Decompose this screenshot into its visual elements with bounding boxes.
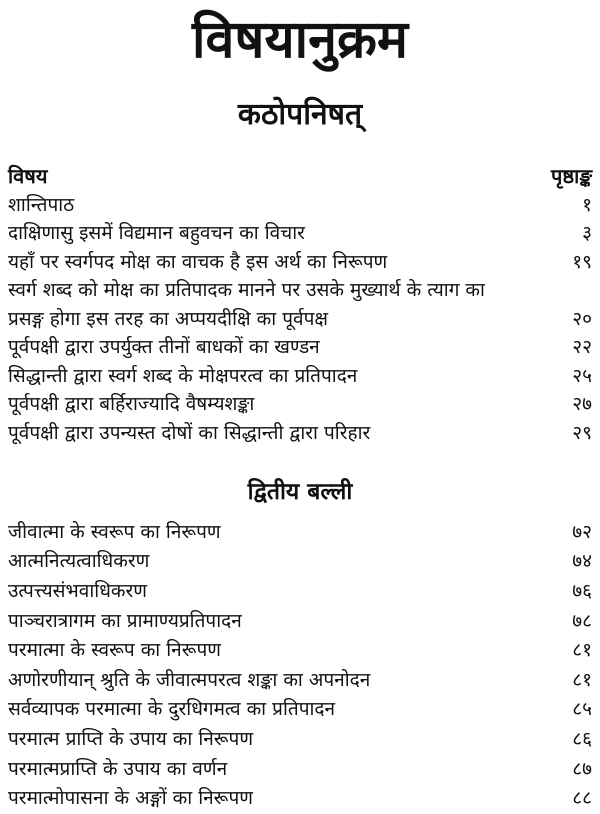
toc-entry	[8, 304, 592, 333]
toc-entry-page: ७२	[572, 520, 592, 543]
toc-entry-title: शान्तिपाठ	[8, 193, 75, 216]
toc-entry-page: ८७	[572, 757, 592, 780]
toc-entry	[8, 605, 592, 635]
toc-entry-page: ७६	[572, 579, 592, 602]
toc-entry	[8, 190, 592, 219]
section-heading-kathopanishat: कठोपनिषत्	[237, 97, 363, 132]
toc-entry	[8, 753, 592, 783]
toc-entry	[8, 516, 592, 546]
toc-entry-page: ७४	[572, 550, 592, 573]
toc-entry-page: १९	[572, 250, 592, 273]
toc-entry-page: २९	[572, 421, 592, 444]
toc-entry-title: पूर्वपक्षी द्वारा उपर्युक्त तीनों बाधकों का खण्डन	[8, 336, 320, 359]
toc-entry-page: ८६	[572, 727, 592, 750]
toc-entry-page: ८५	[572, 698, 592, 721]
toc-entry	[8, 694, 592, 724]
toc-entry-title: पाञ्चरात्रागम का प्रामाण्यप्रतिपादन	[8, 609, 242, 632]
toc-entry-title: परमात्मा के स्वरूप का निरूपण	[8, 639, 221, 662]
subject-column-header: विषय	[8, 163, 48, 188]
toc-header-row	[8, 161, 592, 190]
toc-entry	[8, 389, 592, 418]
toc-entry	[8, 782, 592, 812]
toc-entry-title: परमात्म प्राप्ति के उपाय का निरूपण	[8, 727, 254, 750]
toc-entry	[8, 332, 592, 361]
toc-entry	[8, 546, 592, 576]
toc-entry-page: २२	[572, 336, 592, 359]
toc-entry-page: २७	[572, 393, 592, 416]
toc-entry	[8, 723, 592, 753]
toc-entry-title: अणोरणीयान् श्रुति के जीवात्मपरत्व शङ्का का अपनोदन	[8, 668, 371, 691]
toc-entry	[8, 418, 592, 447]
toc-entry	[8, 275, 592, 304]
toc-entry-title: दाक्षिणासु इसमें विद्यमान बहुवचन का विचार	[8, 222, 305, 245]
toc-entry-page: ८१	[572, 639, 592, 662]
toc-section-1	[8, 161, 592, 446]
toc-entry-title: आत्मनित्यत्वाधिकरण	[8, 550, 150, 573]
toc-entry-title: सर्वव्यापक परमात्मा के दुरधिगमत्व का प्रतिपादन	[8, 698, 336, 721]
toc-entry-page: १	[582, 193, 592, 216]
toc-entry-page: ८१	[572, 668, 592, 691]
toc-entry-title: पूर्वपक्षी द्वारा बर्हिराज्यादि वैषम्यशङ्का	[8, 393, 255, 416]
toc-entry	[8, 634, 592, 664]
page-column-header: पृष्ठाङ्क	[551, 163, 592, 188]
toc-entry-title: जीवात्मा के स्वरूप का निरूपण	[8, 520, 221, 543]
toc-entry-page: २५	[572, 364, 592, 387]
toc-entry	[8, 664, 592, 694]
toc-entry-page: २०	[572, 307, 592, 330]
toc-entry	[8, 218, 592, 247]
section-heading-dvitiya-balli: द्वितीय बल्ली	[247, 479, 353, 505]
toc-entry-title: उत्पत्त्यसंभवाधिकरण	[8, 579, 147, 602]
toc-entry-title: परमात्मोपासना के अङ्गों का निरूपण	[8, 787, 253, 810]
toc-entry	[8, 575, 592, 605]
toc-entry-page: ८८	[572, 787, 592, 810]
toc-entry-title: प्रसङ्ग होगा इस तरह का अप्पयदीक्षि का पूर्वपक्ष	[8, 307, 328, 330]
toc-entry-title: सिद्धान्ती द्वारा स्वर्ग शब्द के मोक्षपरत्व का प्रतिपादन	[8, 364, 358, 387]
toc-entry-title: स्वर्ग शब्द को मोक्ष का प्रतिपादक मानने पर उसके मुख्यार्थ के त्याग का	[8, 279, 485, 302]
toc-entry	[8, 247, 592, 276]
toc-section-2	[8, 516, 592, 812]
toc-entry-title: पूर्वपक्षी द्वारा उपन्यस्त दोषों का सिद्धान्ती द्वारा परिहार	[8, 421, 371, 444]
toc-entry-page: ३	[582, 222, 592, 245]
toc-entry-title: यहाँ पर स्वर्गपद मोक्ष का वाचक है इस अर्थ का निरूपण	[8, 250, 388, 273]
toc-entry-title: परमात्मप्राप्ति के उपाय का वर्णन	[8, 757, 228, 780]
page-title: विषयानुक्रम	[192, 10, 408, 70]
toc-entry	[8, 361, 592, 390]
toc-entry-page: ७८	[572, 609, 592, 632]
